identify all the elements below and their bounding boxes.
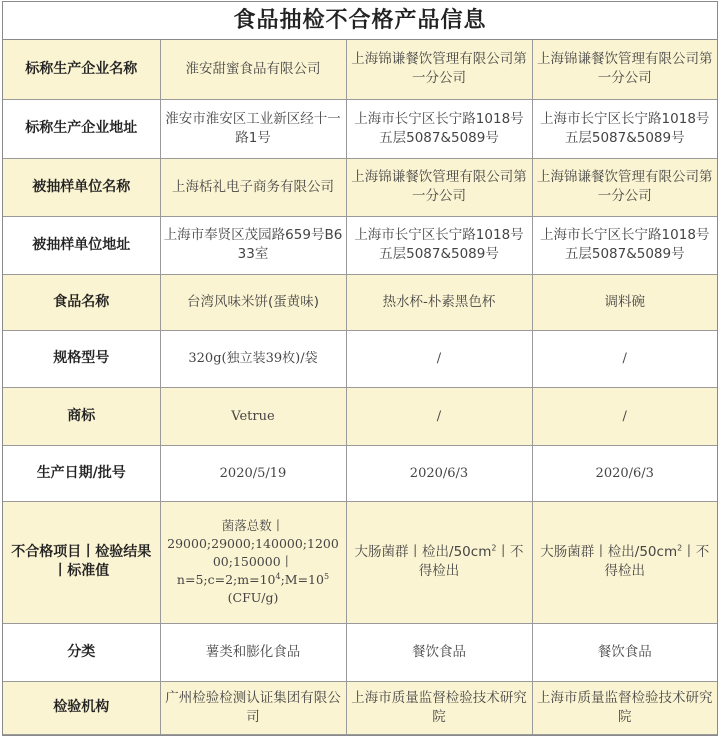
failure-cell <box>160 501 346 623</box>
table-cell: 2020/6/3 <box>346 445 532 501</box>
row-label: 生产日期/批号 <box>3 445 160 501</box>
table-cell: 上海锦谦餐饮管理有限公司第一分公司 <box>532 158 717 216</box>
table-row <box>3 330 717 387</box>
page-title: 食品抽检不合格产品信息 <box>3 2 717 40</box>
table-cell: 淮安甜蜜食品有限公司 <box>160 40 346 99</box>
inspection-sheet <box>2 1 718 736</box>
row-label: 被抽样单位名称 <box>3 158 160 216</box>
table-cell: 调料碗 <box>532 274 717 330</box>
table-cell: / <box>346 330 532 387</box>
table-cell: 台湾风味米饼(蛋黄味) <box>160 274 346 330</box>
table-row <box>3 681 717 734</box>
table-cell: 淮安市淮安区工业新区经十一路1号 <box>160 99 346 158</box>
table-cell: 上海锦谦餐饮管理有限公司第一分公司 <box>346 40 532 99</box>
failure-unit: (CFU/g) <box>227 590 279 605</box>
failure-cell: 大肠菌群丨检出$/50cm^2$丨不得检出 <box>532 501 717 623</box>
row-label: 检验机构 <box>3 681 160 734</box>
row-label: 食品名称 <box>3 274 160 330</box>
table-cell: 上海锦谦餐饮管理有限公司第一分公司 <box>532 40 717 99</box>
table-cell: / <box>532 330 717 387</box>
table-cell: / <box>532 387 717 445</box>
table-row-failure <box>3 501 717 623</box>
table-cell: 广州检验检测认证集团有限公司 <box>160 681 346 734</box>
failure-standard: $n=5;c=2;m=10^4;M=10^5$ <box>176 571 330 587</box>
table-row <box>3 445 717 501</box>
row-label: 商标 <box>3 387 160 445</box>
table-cell: 上海市质量监督检验技术研究院 <box>532 681 717 734</box>
table-cell: 2020/5/19 <box>160 445 346 501</box>
table-row <box>3 274 717 330</box>
table-cell: 上海市长宁区长宁路1018号五层5087&5089号 <box>346 216 532 274</box>
table-row <box>3 387 717 445</box>
table-cell: 2020/6/3 <box>532 445 717 501</box>
table-row <box>3 623 717 681</box>
row-label: 标称生产企业地址 <box>3 99 160 158</box>
table-cell: 餐饮食品 <box>346 623 532 681</box>
table-row <box>3 216 717 274</box>
row-label: 标称生产企业名称 <box>3 40 160 99</box>
failure-result: 29000;29000;140000;120000;150000丨 <box>167 536 339 569</box>
table-row <box>3 40 717 99</box>
table-cell: 上海市长宁区长宁路1018号五层5087&5089号 <box>532 216 717 274</box>
table-cell: 上海市长宁区长宁路1018号五层5087&5089号 <box>346 99 532 158</box>
table-cell: 上海锦谦餐饮管理有限公司第一分公司 <box>346 158 532 216</box>
table-cell: / <box>346 387 532 445</box>
table-cell: 上海栝礼电子商务有限公司 <box>160 158 346 216</box>
row-label: 不合格项目丨检验结果丨标准值 <box>3 501 160 623</box>
inspection-table <box>3 40 717 735</box>
row-label: 分类 <box>3 623 160 681</box>
failure-item: 菌落总数丨 <box>221 518 285 533</box>
table-cell: 上海市质量监督检验技术研究院 <box>346 681 532 734</box>
table-cell: 热水杯-朴素黑色杯 <box>346 274 532 330</box>
table-cell: Vetrue <box>160 387 346 445</box>
table-row <box>3 158 717 216</box>
table-cell: 320g(独立装39枚)/袋 <box>160 330 346 387</box>
row-label: 规格型号 <box>3 330 160 387</box>
table-row <box>3 99 717 158</box>
table-cell: 餐饮食品 <box>532 623 717 681</box>
table-cell: 薯类和膨化食品 <box>160 623 346 681</box>
table-cell: 上海市长宁区长宁路1018号五层5087&5089号 <box>532 99 717 158</box>
table-cell: 上海市奉贤区茂园路659号B633室 <box>160 216 346 274</box>
row-label: 被抽样单位地址 <box>3 216 160 274</box>
failure-cell: 大肠菌群丨检出$/50cm^2$丨不得检出 <box>346 501 532 623</box>
